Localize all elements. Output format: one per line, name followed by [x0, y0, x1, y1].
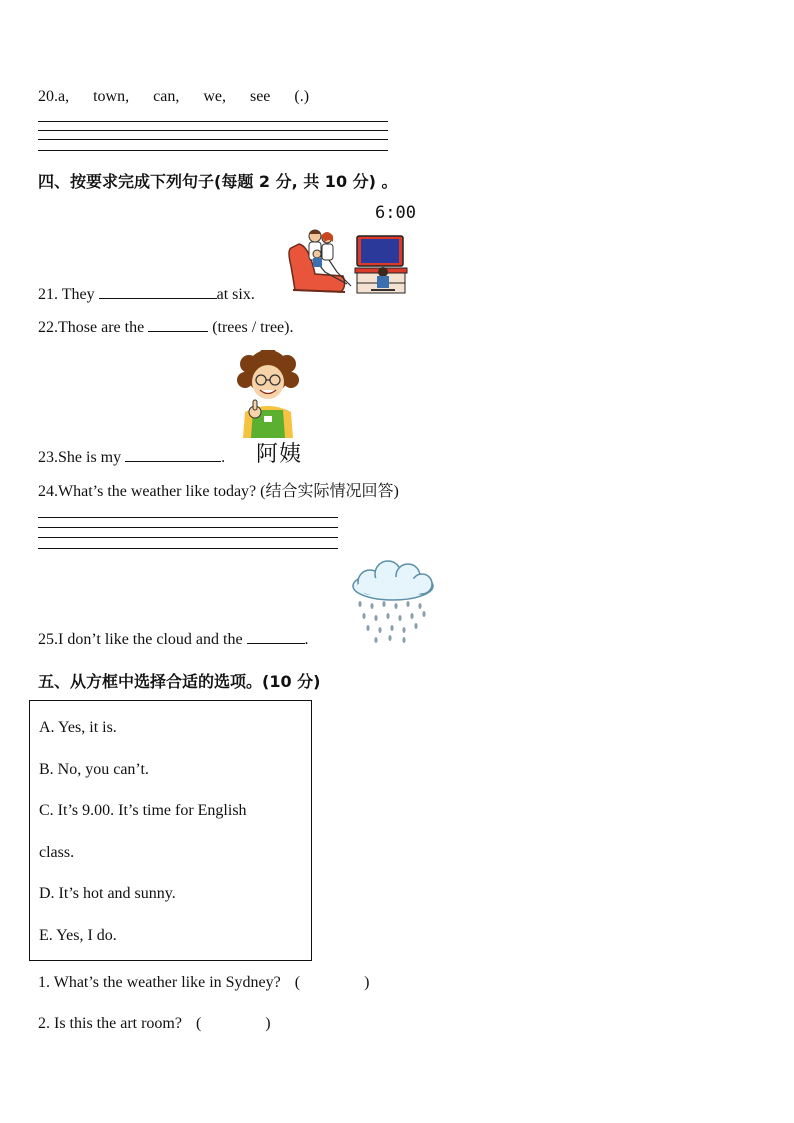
q22-number: 22. [38, 319, 58, 336]
q25-number: 25. [38, 631, 58, 648]
q24-text: What’s the weather like today? (结合实际情况回答) [58, 483, 399, 500]
q24-line [38, 482, 399, 502]
answer-paren-open: ( [294, 974, 301, 991]
q22-text-before: Those are the [58, 319, 145, 336]
section5-heading: 五、从方框中选择合适的选项。(10 分) [38, 672, 321, 691]
q22-text-after: (trees / tree). [212, 319, 294, 336]
aunt-label: 阿姨 [256, 442, 303, 467]
match-question-1-text: 1. What’s the weather like in Sydney? [38, 974, 281, 991]
answer-paren-close: ) [364, 974, 370, 991]
rain-cloud-image [350, 560, 436, 644]
q25-text-before: I don’t like the cloud and the [58, 631, 243, 648]
q25-blank[interactable] [247, 629, 305, 644]
q21-line [38, 284, 255, 305]
q23-line [38, 447, 225, 468]
match-question-1 [38, 973, 369, 993]
q21-number: 21. [38, 286, 58, 303]
options-box [29, 700, 312, 961]
q21-blank[interactable] [99, 284, 217, 299]
q20-word: (.) [294, 88, 310, 105]
q21-text-after: at six. [216, 286, 255, 303]
q22-blank[interactable] [148, 317, 208, 332]
option-e: E. Yes, I do. [39, 927, 117, 944]
match-question-2 [38, 1014, 271, 1034]
option-c: C. It’s 9.00. It’s time for English [39, 802, 247, 819]
clock-time-text: 6:00 [375, 203, 416, 223]
family-watching-tv-image [285, 226, 415, 298]
q21-text-before: They [61, 286, 95, 303]
match-question-2-text: 2. Is this the art room? [38, 1015, 182, 1032]
q23-number: 23. [38, 449, 58, 466]
option-c-continued: class. [39, 844, 75, 861]
q23-text-after: . [221, 449, 226, 466]
q23-blank[interactable] [125, 447, 221, 462]
q20-line [38, 87, 333, 107]
answer-paren-close: ) [265, 1015, 271, 1032]
q20-word: we, [203, 88, 226, 105]
q24-number: 24. [38, 483, 58, 500]
option-b: B. No, you can’t. [39, 761, 149, 778]
q25-text-after: . [304, 631, 309, 648]
option-a: A. Yes, it is. [39, 719, 117, 736]
q20-word: can, [153, 88, 180, 105]
option-d: D. It’s hot and sunny. [39, 885, 176, 902]
woman-aunt-image [235, 350, 301, 438]
section4-heading: 四、按要求完成下列句子(每题 2 分, 共 10 分) 。 [38, 172, 398, 191]
q25-line [38, 629, 309, 650]
answer-paren-open: ( [195, 1015, 202, 1032]
q23-text-before: She is my [58, 449, 122, 466]
q20-word: town, [93, 88, 130, 105]
q20-number: 20. [38, 88, 58, 105]
q22-line [38, 317, 293, 338]
q20-word: a, [58, 88, 70, 105]
q20-word: see [249, 88, 271, 105]
